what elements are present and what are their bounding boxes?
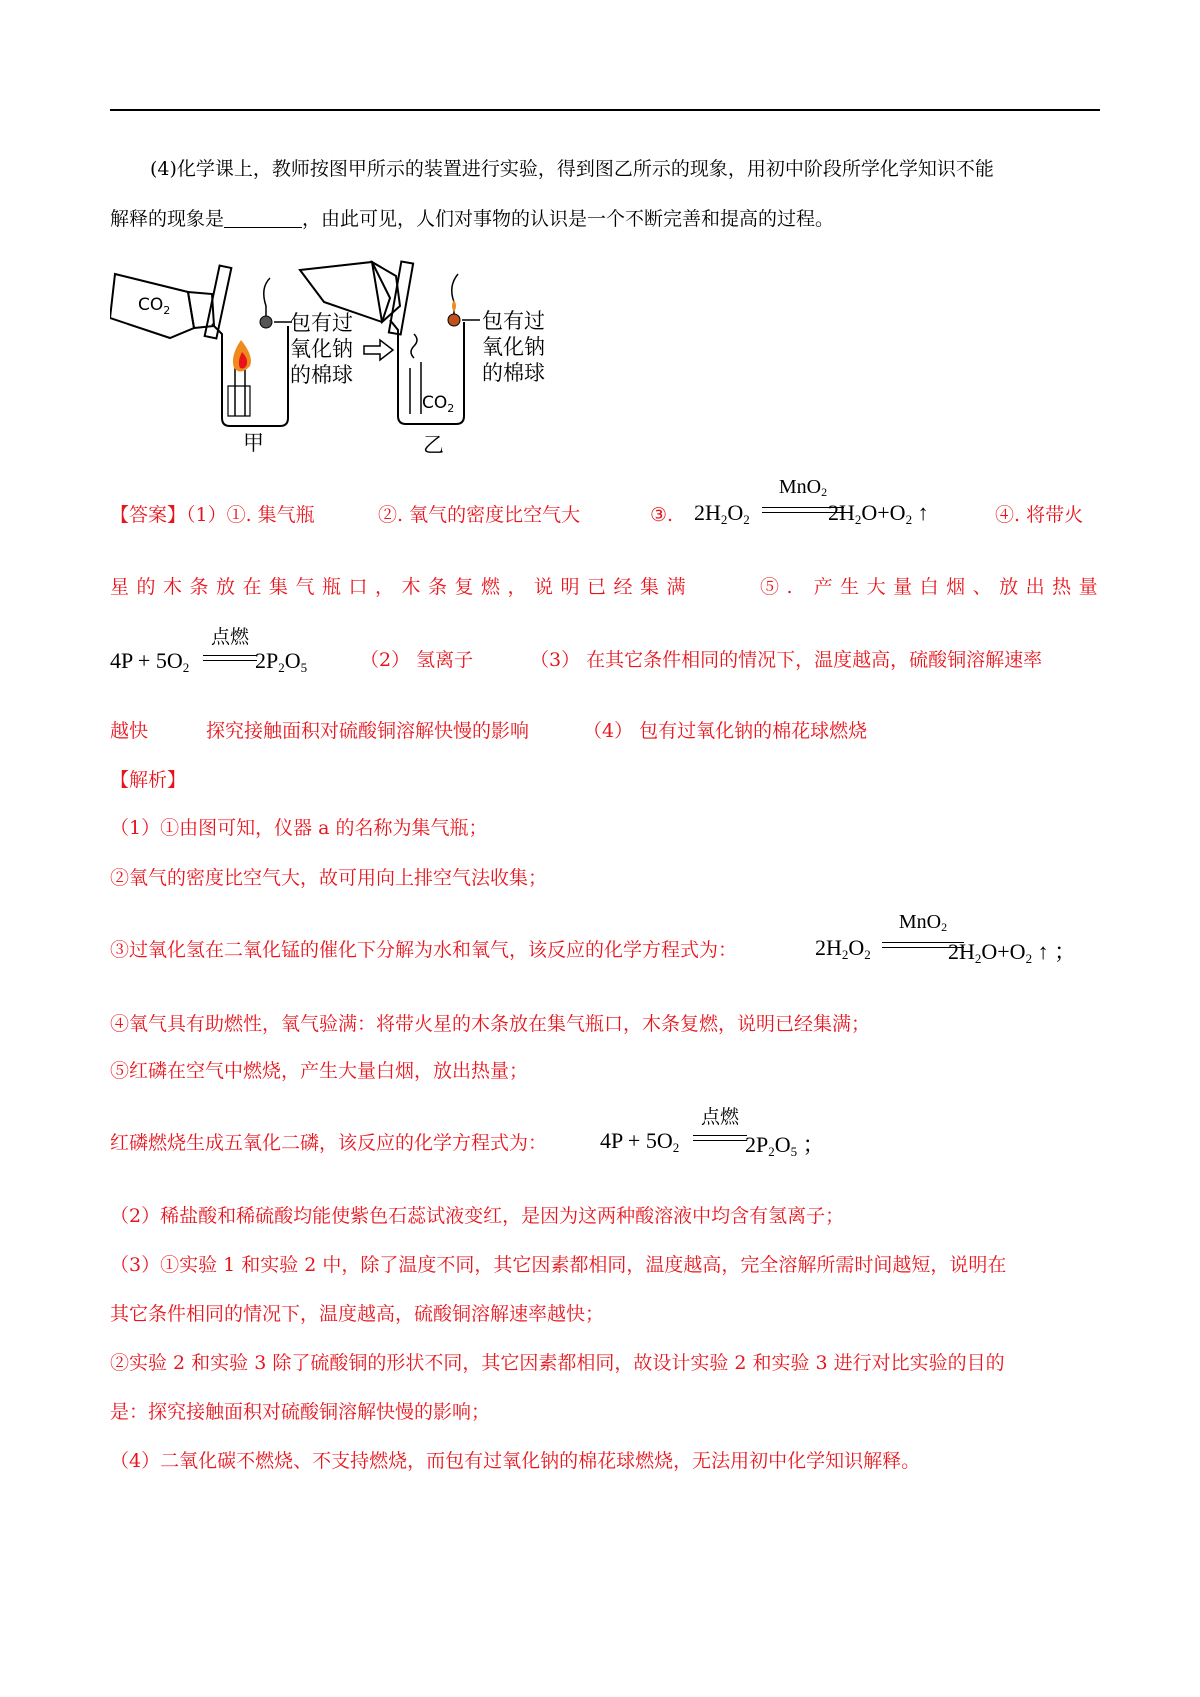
analysis-equation-ignite: 点燃 (700, 1106, 739, 1128)
analysis-line-3: ③过氧化氢在二氧化锰的催化下分解为水和氧气，该反应的化学方程式为： (110, 939, 738, 961)
answer-part-1: （1）①. 集气瓶 (186, 504, 315, 526)
caption-left: 甲 (243, 431, 264, 455)
co2-bottle-label: $CO_2$ (138, 295, 171, 317)
analysis-equation-equals-2 (693, 1135, 747, 1141)
caption-right: 乙 (423, 433, 444, 456)
analysis-tag: 【解析】 (110, 769, 187, 791)
ball-label-left-3: 的棉球 (290, 363, 353, 387)
cotton-ball-left-icon (260, 316, 272, 328)
analysis-line-4: ④氧气具有助燃性，氧气验满：将带火星的木条放在集气瓶口，木条复燃，说明已经集满； (110, 1013, 871, 1035)
cotton-ball-right-icon (448, 314, 460, 326)
analysis-equation-h2o2-left: $2H_2O_2$ (815, 935, 871, 962)
equation-h2o2-left: $2H_2O_2$ (694, 500, 750, 527)
equation-h2o2-right: $2H_2O+O_2$ ↑ (828, 500, 929, 527)
ball-label-right-3: 的棉球 (482, 361, 545, 385)
analysis-line-6: 红磷燃烧生成五氧化二磷，该反应的化学方程式为： (110, 1132, 548, 1154)
question-line-2 (110, 208, 834, 229)
analysis-line-5: ⑤红磷在空气中燃烧，产生大量白烟，放出热量； (110, 1060, 529, 1082)
arrow-icon (364, 340, 393, 360)
answer-part-4: ④. 将带火 (995, 504, 1084, 526)
analysis-line-8: （3）①实验 1 和实验 2 中，除了温度不同，其它因素都相同，温度越高，完全溶解所需时间越短，说明在 (110, 1254, 1007, 1276)
analysis-line-11: 是：探究接触面积对硫酸铜溶解快慢的影响； (110, 1401, 491, 1423)
header-rule (110, 109, 1100, 111)
analysis-line-9: 其它条件相同的情况下，温度越高，硫酸铜溶解速率越快； (110, 1303, 605, 1325)
analysis-equation-p-right: $2P_2O_5$ ； (745, 1132, 825, 1159)
analysis-line-7: （2）稀盐酸和稀硫酸均能使紫色石蕊试液变红，是因为这两种酸溶液中均含有氢离子； (110, 1205, 845, 1227)
equation-p-right: $2P_2O_5$ (255, 648, 308, 675)
ball-label-left-2: 氧化钠 (290, 337, 353, 361)
answer-line-4a: 越快 (110, 720, 149, 742)
analysis-equation-p-left: $4P + 5O_2$ (600, 1128, 680, 1155)
answer-line-3a: （2） 氢离子 (360, 649, 474, 671)
beaker-right (390, 274, 480, 424)
ball-label-right-2: 氧化钠 (482, 335, 545, 359)
question-line-1: (4)化学课上，教师按图甲所示的装置进行实验，得到图乙所示的现象，用初中阶段所学化学知识不能 (150, 158, 994, 180)
analysis-equation-h2o2-right: $2H_2O+O_2$ ↑ ； (948, 939, 1077, 966)
analysis-equation-mno2: MnO$_2$ (898, 911, 948, 934)
equation-equals-2 (203, 655, 257, 661)
analysis-line-12: （4）二氧化碳不燃烧、不支持燃烧，而包有过氧化钠的棉花球燃烧，无法用初中化学知识解释。 (110, 1450, 921, 1472)
analysis-line-10: ②实验 2 和实验 3 除了硫酸铜的形状不同，其它因素都相同，故设计实验 2 和实验 3 进行对比实验的目的 (110, 1352, 1005, 1374)
equation-mno2: MnO$_2$ (778, 476, 828, 499)
answer-part-3: ③. (650, 504, 674, 526)
answer-line-1 (110, 506, 315, 525)
answer-blank (224, 208, 302, 228)
answer-part-2: ②. 氧气的密度比空气大 (378, 504, 581, 526)
question-line-2-post: ，由此可见，人们对事物的认识是一个不断完善和提高的过程。 (302, 208, 835, 230)
experiment-figure (110, 256, 610, 456)
co2-bottle-left (110, 266, 231, 339)
analysis-line-1: （1）①由图可知，仪器 a 的名称为集气瓶； (110, 817, 488, 839)
beaker-co2-label: $CO_2$ (422, 393, 455, 415)
answer-tag: 【答案】 (110, 504, 187, 526)
analysis-line-2: ②氧气的密度比空气大，故可用向上排空气法收集； (110, 867, 548, 889)
smoke-icon (411, 334, 417, 358)
equation-p-left: $4P + 5O_2$ (110, 648, 190, 675)
answer-line-4b: 探究接触面积对硫酸铜溶解快慢的影响 (206, 720, 530, 742)
question-line-2-pre: 解释的现象是 (110, 208, 225, 230)
answer-line-2b: ⑤. 产生大量白烟、放出热量 (760, 576, 1106, 598)
ball-label-left-1: 包有过 (290, 311, 353, 335)
ball-label-right-1: 包有过 (482, 309, 545, 333)
answer-line-2a: 星的木条放在集气瓶口，木条复燃，说明已经集满 (110, 576, 694, 598)
answer-line-4c: （4） 包有过氧化钠的棉花球燃烧 (583, 720, 868, 742)
answer-line-3b: （3） 在其它条件相同的情况下，温度越高，硫酸铜溶解速率 (530, 649, 1043, 671)
equation-ignite: 点燃 (210, 626, 249, 648)
